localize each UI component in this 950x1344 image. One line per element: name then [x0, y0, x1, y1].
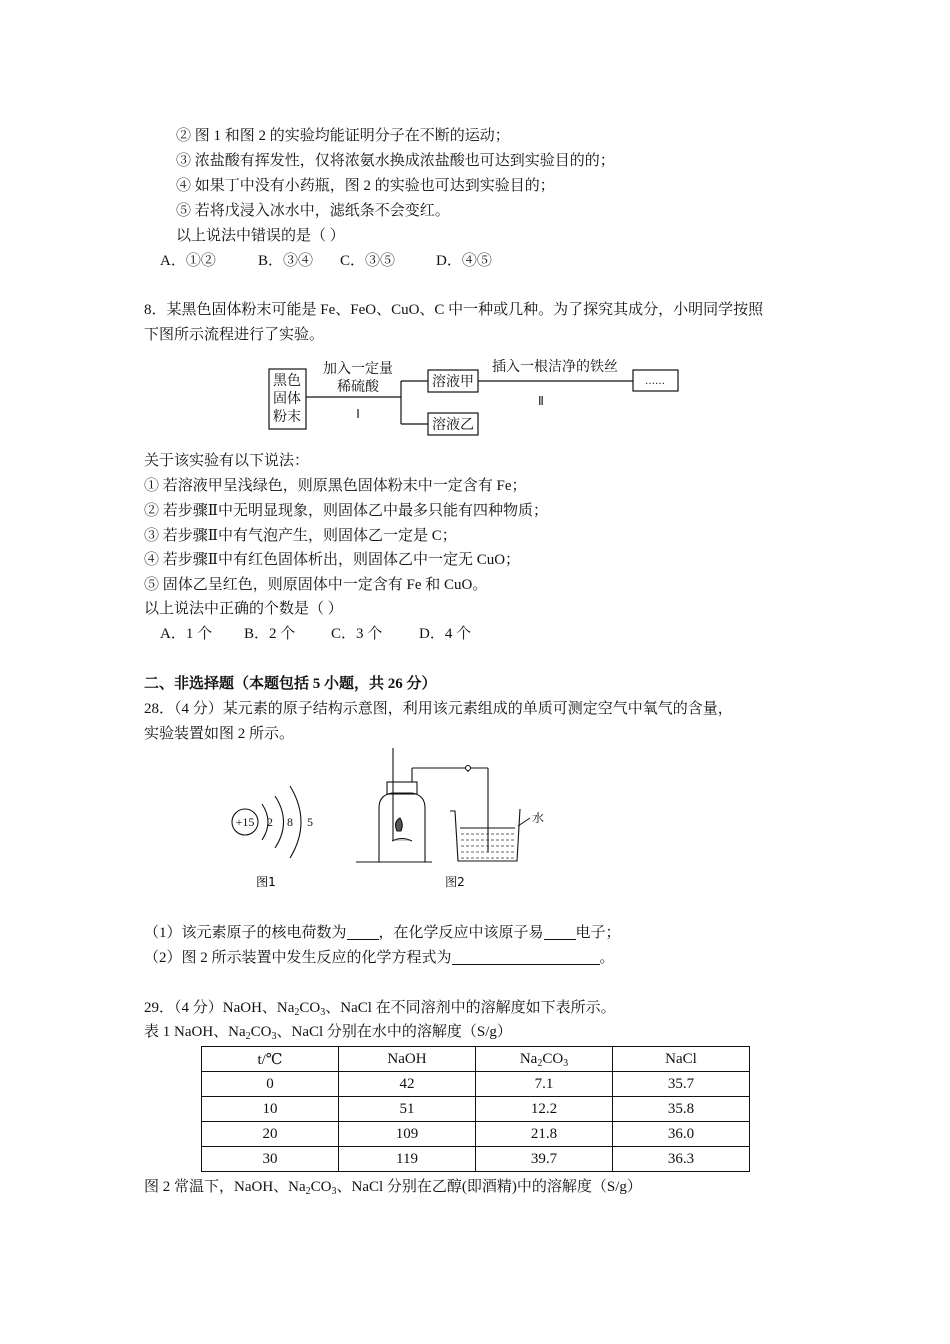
q7-statement-5: ⑤ 若将戊浸入冰水中，滤纸条不会变红。 — [176, 203, 450, 219]
q7-statement-2: ② 图 1 和图 2 的实验均能证明分子在不断的运动； — [176, 128, 510, 144]
q8-question: 以上说法中正确的个数是（ ） — [144, 601, 343, 617]
header-na2co3-b: CO — [542, 1050, 564, 1067]
table-1-caption-c: 、NaCl 分别在水中的溶解度（S/g） — [276, 1024, 512, 1040]
q7-option-b: B．③④ — [258, 253, 314, 269]
table-header-row — [202, 1047, 750, 1072]
step1-top-label: 加入一定量 — [323, 361, 393, 377]
sub-3: 3 — [271, 1031, 277, 1042]
table-row — [202, 1147, 750, 1172]
q28-part-2-text: （2）图 2 所示装置中发生反应的化学方程式为 — [144, 950, 452, 966]
q7-statement-4: ④ 如果丁中没有小药瓶，图 2 的实验也可达到实验目的； — [176, 178, 555, 194]
answer-blank-equation[interactable] — [452, 950, 600, 965]
nucleus-label: +15 — [235, 815, 255, 829]
q28-part-1-text-c: 电子； — [575, 925, 621, 941]
cell-temperature: 30 — [202, 1147, 339, 1172]
figure-2-caption-c: 、NaCl 分别在乙醇(即酒精)中的溶解度（S/g） — [336, 1179, 642, 1195]
solubility-table — [201, 1046, 750, 1172]
q28-part-1 — [144, 923, 621, 943]
section-2-heading: 二、非选择题（本题包括 5 小题，共 26 分） — [144, 676, 437, 692]
shell-1-electrons: 2 — [267, 815, 273, 829]
result-box: …… — [645, 376, 665, 387]
shell-2-electrons: 8 — [287, 815, 293, 829]
q28-part-1-text-b: ，在化学反应中该原子易 — [378, 925, 544, 941]
step1-number: Ⅰ — [356, 407, 360, 421]
q8-option-d: D．4 个 — [419, 626, 472, 642]
q8-statement-2: ② 若步骤Ⅱ中无明显现象，则固体乙中最多只能有四种物质； — [144, 503, 548, 519]
apparatus-diagram — [356, 748, 520, 862]
q8-statement-4: ④ 若步骤Ⅱ中有红色固体析出，则固体乙中一定无 CuO； — [144, 552, 521, 568]
cell-na2co3: 39.7 — [476, 1147, 613, 1172]
shell-3-electrons: 5 — [307, 815, 313, 829]
cell-temperature: 20 — [202, 1122, 339, 1147]
solution-a-label: 溶液甲 — [432, 374, 474, 390]
figure-1-caption: 图1 — [256, 875, 276, 889]
q7-question: 以上说法中错误的是（ ） — [176, 228, 345, 244]
table-1-caption — [144, 1022, 512, 1042]
start-box-line-3: 粉末 — [273, 409, 301, 425]
q7-option-d: D．④⑤ — [436, 253, 492, 269]
q8-stem-line-2: 下图所示流程进行了实验。 — [144, 327, 325, 343]
atom-structure-diagram — [232, 786, 313, 858]
q29-stem — [144, 998, 616, 1018]
q8-option-c: C．3 个 — [331, 626, 383, 642]
sub-3: 3 — [563, 1057, 569, 1069]
table-1-caption-b: CO — [250, 1024, 272, 1040]
cell-na2co3: 21.8 — [476, 1122, 613, 1147]
cell-temperature: 0 — [202, 1072, 339, 1097]
q8-statement-5: ⑤ 固体乙呈红色，则原固体中一定含有 Fe 和 CuO。 — [144, 577, 488, 593]
cell-naoh: 42 — [339, 1072, 476, 1097]
sub-3: 3 — [320, 1007, 326, 1018]
q28-part-1-text-a: （1）该元素原子的核电荷数为 — [144, 925, 347, 941]
q28-stem-line-1: 28．（4 分）某元素的原子结构示意图，利用该元素组成的单质可测定空气中氧气的含量， — [144, 701, 733, 717]
q8-intro: 关于该实验有以下说法： — [144, 453, 310, 469]
table-row — [202, 1097, 750, 1122]
q8-statement-3: ③ 若步骤Ⅱ中有气泡产生，则固体乙一定是 C； — [144, 528, 457, 544]
answer-blank-charge[interactable] — [347, 925, 379, 940]
cell-nacl: 36.0 — [613, 1122, 750, 1147]
header-na2co3 — [476, 1047, 613, 1072]
solution-b-label: 溶液乙 — [432, 417, 474, 433]
step1-bottom-label: 稀硫酸 — [337, 379, 379, 395]
cell-nacl: 35.8 — [613, 1097, 750, 1122]
q8-stem-line-1: 8．某黑色固体粉末可能是 Fe、FeO、CuO、C 中一种或几种。为了探究其成分，小明同学按照 — [144, 302, 764, 318]
header-naoh: NaOH — [339, 1047, 476, 1072]
sub-2: 2 — [294, 1007, 300, 1018]
figure-2-caption: 图2 — [445, 875, 465, 889]
q29-stem-b: CO — [299, 1000, 321, 1016]
header-nacl: NaCl — [613, 1047, 750, 1072]
q7-option-a: A．①② — [160, 253, 216, 269]
start-box-line-1: 黑色 — [273, 373, 301, 389]
sub-2: 2 — [537, 1057, 543, 1069]
sub-2: 2 — [305, 1186, 311, 1197]
cell-na2co3: 12.2 — [476, 1097, 613, 1122]
step2-number: Ⅱ — [538, 394, 544, 408]
cell-naoh: 119 — [339, 1147, 476, 1172]
cell-naoh: 51 — [339, 1097, 476, 1122]
q28-part-2 — [144, 948, 615, 968]
figure-2-caption-b: CO — [310, 1179, 332, 1195]
step2-label: 插入一根洁净的铁丝 — [492, 359, 618, 375]
q28-stem-line-2: 实验装置如图 2 所示。 — [144, 726, 295, 742]
figure-2-ethanol-caption — [144, 1177, 642, 1197]
cell-na2co3: 7.1 — [476, 1072, 613, 1097]
q8-option-b: B．2 个 — [244, 626, 296, 642]
header-na2co3-a: Na — [519, 1050, 538, 1067]
cell-nacl: 36.3 — [613, 1147, 750, 1172]
sub-2: 2 — [245, 1031, 251, 1042]
header-temperature: t/℃ — [202, 1047, 339, 1072]
start-box-line-2: 固体 — [273, 391, 301, 407]
figure-2-caption-a: 图 2 常温下，NaOH、Na — [144, 1179, 306, 1195]
q8-option-a: A．1 个 — [160, 626, 213, 642]
sub-3: 3 — [331, 1186, 337, 1197]
answer-blank-electron[interactable] — [544, 925, 576, 940]
q7-option-c: C．③⑤ — [340, 253, 396, 269]
cell-temperature: 10 — [202, 1097, 339, 1122]
table-row — [202, 1122, 750, 1147]
cell-nacl: 35.7 — [613, 1072, 750, 1097]
cell-naoh: 109 — [339, 1122, 476, 1147]
table-row — [202, 1072, 750, 1097]
table-1-caption-a: 表 1 NaOH、Na — [144, 1024, 246, 1040]
q7-statement-3: ③ 浓盐酸有挥发性，仅将浓氨水换成浓盐酸也可达到实验目的的； — [176, 153, 615, 169]
q29-stem-c: 、NaCl 在不同溶剂中的溶解度如下表所示。 — [325, 1000, 616, 1016]
q29-stem-a: 29．（4 分）NaOH、Na — [144, 1000, 295, 1016]
q28-part-2-end: 。 — [599, 950, 615, 966]
water-label: 水 — [532, 811, 545, 825]
q8-statement-1: ① 若溶液甲呈浅绿色，则原黑色固体粉末中一定含有 Fe； — [144, 478, 527, 494]
